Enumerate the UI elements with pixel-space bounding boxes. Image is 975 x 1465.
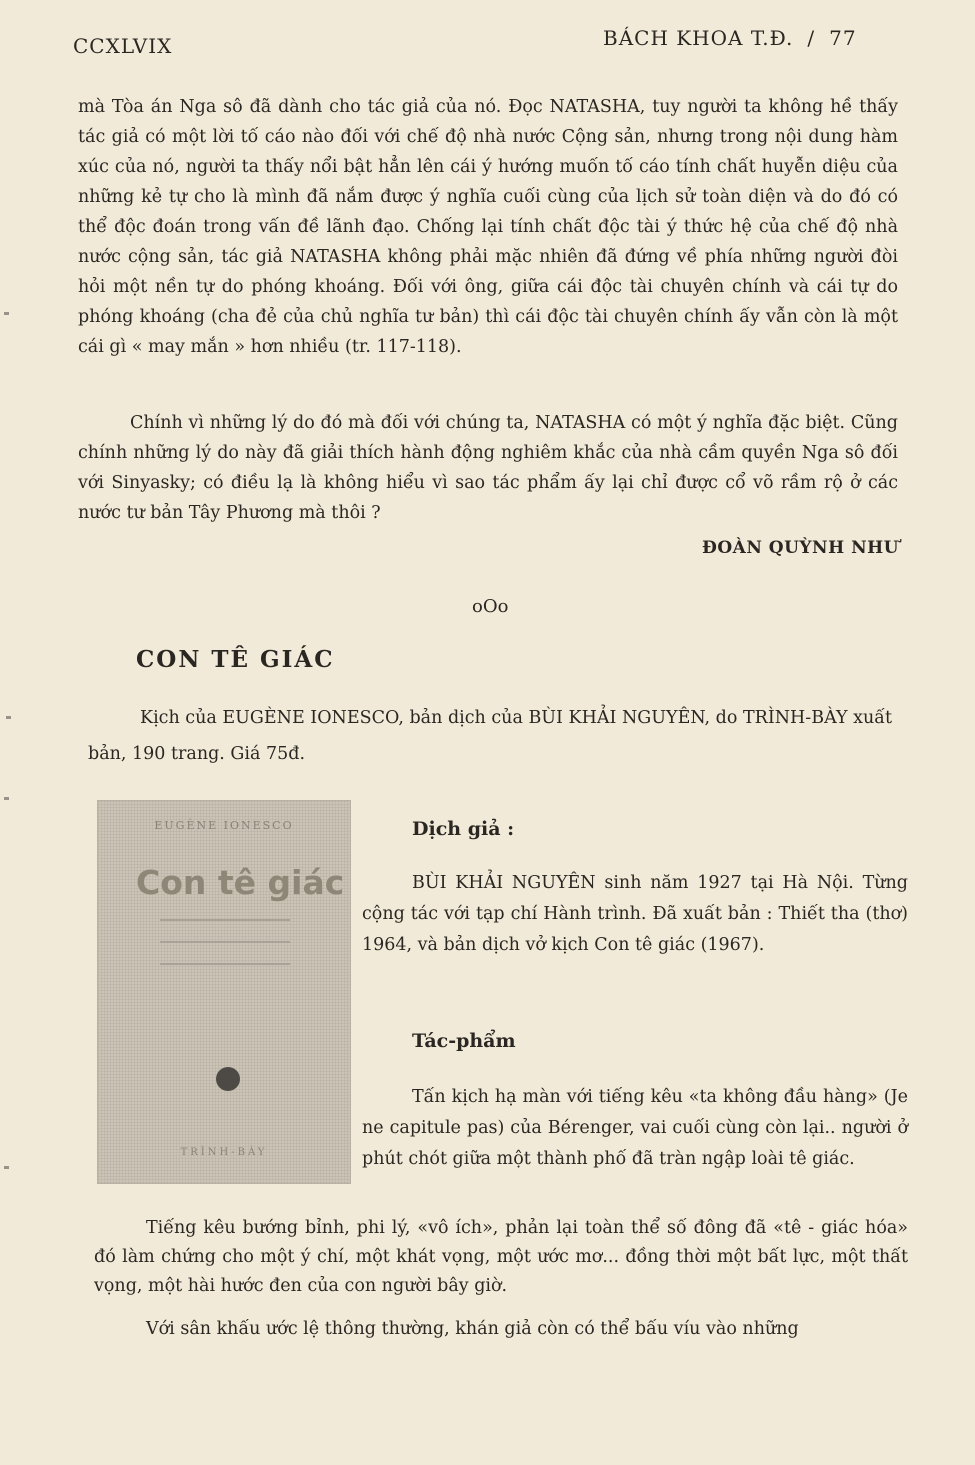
book-cover-image	[97, 800, 351, 1184]
work-text: Tấn kịch hạ màn với tiếng kêu «ta không đầu hàng» (Je ne capitule pas) của Bérenger, vai cuối cùng còn lại.. người ở phút chót giữa một thành phố đã tràn ngập loài tê giác.	[362, 1087, 908, 1169]
translator-heading: Dịch giả :	[412, 818, 515, 840]
cover-title: Con tê giác	[136, 863, 345, 902]
cover-rule	[160, 941, 290, 943]
review-paragraph-3: Tiếng kêu bướng bỉnh, phi lý, «vô ích», phản lại toàn thể số đông đã «tê - giác hóa» đó làm chứng cho một ý chí, một khát vọng, một ước mơ... đồng thời một bất lực, một thất vọng, một hài hước đen của con người bây giờ.	[94, 1218, 908, 1296]
translator-text: BÙI KHẢI NGUYÊN sinh năm 1927 tại Hà Nội. Từng cộng tác với tạp chí Hành trình. Đã xuất bản : Thiết tha (thơ) 1964, và bản dịch vở kịch Con tê giác (1967).	[362, 873, 908, 955]
review-title: CON TÊ GIÁC	[136, 646, 335, 673]
section-numeral: CCXLVIX	[73, 34, 173, 58]
page-number: 77	[829, 26, 857, 50]
review-paragraph-4: Với sân khấu ước lệ thông thường, khán giả còn có thể bấu víu vào những	[146, 1319, 799, 1339]
review-subtitle: Kịch của EUGÈNE IONESCO, bản dịch của BÙI KHẢI NGUYÊN, do TRÌNH-BÀY xuất bản, 190 trang. Giá 75đ.	[88, 708, 893, 764]
work-heading: Tác-phẩm	[412, 1030, 516, 1052]
margin-speck	[4, 1166, 9, 1169]
running-header	[603, 26, 857, 50]
header-slash: /	[807, 26, 816, 50]
cover-publisher: TRÌNH-BÀY	[180, 1147, 268, 1158]
review-paragraph-2	[78, 408, 898, 528]
cover-rule	[160, 919, 290, 921]
margin-speck	[4, 797, 9, 800]
section-separator: oOo	[472, 596, 509, 617]
paragraph-text: mà Tòa án Nga sô đã dành cho tác giả của nó. Đọc NATASHA, tuy người ta không hề thấy tác giả có một lời tố cáo nào đối với chế độ nhà nước Cộng sản, nhưng trong nội dung hàm xúc của nó, người ta thấy nổi bật hẳn lên cái ý hướng muốn tố cáo tính chất huyễn diệu của những kẻ tự cho là mình đã nắm được ý nghĩa cuối cùng của lịch sử toàn diện và do đó có thể độc đoán trong vấn đề lãnh đạo. Chống lại tính chất độc tài ý thức hệ của chế độ nhà nước cộng sản, tác giả NATASHA không phải mặc nhiên đã đứng về phía những người đòi hỏi một nền tự do phóng khoáng. Đối với ông, giữa cái độc tài chuyên chính và cái tự do phóng khoáng (cha đẻ của chủ nghĩa tư bản) thì cái độc tài chuyên chính ấy vẫn còn là một cái gì « may mắn » hơn nhiều (tr. 117-118).	[78, 97, 898, 357]
margin-speck	[6, 716, 11, 719]
review-paragraph-1	[78, 92, 898, 362]
publisher-emblem-icon	[216, 1067, 240, 1091]
cover-rule	[160, 963, 290, 965]
author-signature: ĐOÀN QUỲNH NHƯ	[701, 538, 899, 558]
cover-author: EUGÈNE IONESCO	[154, 819, 294, 832]
paragraph-text: Chính vì những lý do đó mà đối với chúng ta, NATASHA có một ý nghĩa đặc biệt. Cũng chính những lý do này đã giải thích hành động nghiêm khắc của nhà cầm quyền Nga sô đối với Sinyasky; có điều lạ là không hiểu vì sao tác phẩm ấy lại chỉ được cổ võ rầm rộ ở các nước tư bản Tây Phương mà thôi ?	[78, 413, 898, 523]
journal-title: BÁCH KHOA T.Đ.	[603, 26, 794, 50]
margin-speck	[4, 312, 9, 315]
